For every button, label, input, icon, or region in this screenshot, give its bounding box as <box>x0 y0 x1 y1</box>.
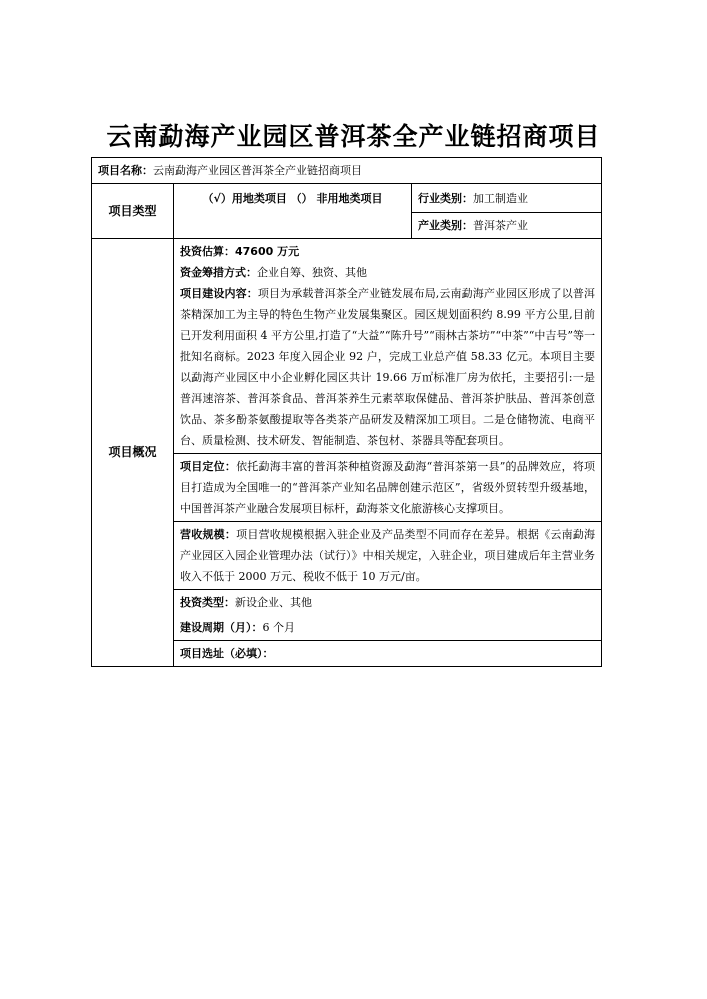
investment-type-cell <box>174 590 602 616</box>
investment-type-value: 新设企业、其他 <box>235 596 312 609</box>
investment-label: 投资估算： <box>180 245 235 258</box>
project-name-label: 项目名称： <box>98 164 153 177</box>
revenue-label: 营收规模： <box>180 528 237 541</box>
sector-category-label: 产业类别： <box>418 219 473 232</box>
industry-category-value: 加工制造业 <box>473 191 528 205</box>
revenue-value: 项目营收规模根据入驻企业及产品类型不同而存在差异。根据《云南勐海产业园区入园企业管理办法（试行）》中相关规定，入驻企业，项目建成后年主营业务收入不低于 2000 万元、税收不低于 10 万元/亩。 <box>180 528 596 583</box>
sector-category-cell <box>412 213 602 239</box>
revenue-cell <box>174 522 602 590</box>
document-title: 云南勐海产业园区普洱茶全产业链招商项目 <box>106 122 601 151</box>
funding-label: 资金筹措方式： <box>180 266 257 279</box>
investment-cell <box>174 239 602 263</box>
construction-content-value: 项目为承载普洱茶全产业链发展布局,云南勐海产业园区形成了以普洱茶精深加工为主导的特色生物产业发展集聚区。园区规划面积约 8.99 平方公里,目前已开发利用面积 4 平方公里,打造了“大益”“陈升号”“雨林古茶坊”“中茶”“中吉号”等一批知名商标。2023 年度入园企业 92 户，完成工业总产值 58.33 亿元。本项目主要以勐海产业园区中小企业孵化园区共计 19.66 万㎡标准厂房为依托，主要招引:一是普洱速溶茶、普洱茶食品、普洱茶养生元素萃取保健品、普洱茶护肤品、普洱茶创意饮品、茶多酚茶氨酸提取等各类茶产品研发及精深加工项目。二是仓储物流、电商平台、质量检测、技术研发、智能制造、茶包材、茶器具等配套项目。 <box>180 287 596 447</box>
positioning-value: 依托勐海丰富的普洱茶种植资源及勐海“普洱茶第一县”的品牌效应，将项目打造成为全国唯一的“普洱茶产业知名品牌创建示范区”，省级外贸转型升级基地，中国普洱茶产业融合发展项目标杆，勐海茶文化旅游核心支撑项目。 <box>180 460 596 515</box>
site-label: 项目选址（必填）： <box>180 647 274 660</box>
site-cell <box>174 641 602 667</box>
investment-value: 47600 万元 <box>235 245 300 258</box>
project-name-value: 云南勐海产业园区普洱茶全产业链招商项目 <box>153 164 362 177</box>
project-type-row <box>92 184 602 213</box>
period-label: 建设周期（月）： <box>180 621 263 634</box>
project-type-label: 项目类型 <box>92 184 174 239</box>
positioning-cell <box>174 454 602 522</box>
investment-row <box>92 239 602 263</box>
sector-category-value: 普洱茶产业 <box>473 219 528 232</box>
construction-content-label: 项目建设内容： <box>180 287 258 300</box>
funding-value: 企业自筹、独资、其他 <box>257 266 367 279</box>
investment-type-label: 投资类型： <box>180 596 235 609</box>
period-cell <box>174 615 602 641</box>
period-value: 6 个月 <box>262 621 295 634</box>
project-name-row <box>92 158 602 184</box>
positioning-label: 项目定位： <box>180 460 237 473</box>
funding-line <box>180 262 595 283</box>
industry-category-cell <box>412 184 602 213</box>
project-name-cell <box>92 158 602 184</box>
industry-category-label: 行业类别： <box>418 191 473 205</box>
construction-content <box>180 283 595 451</box>
project-overview-label: 项目概况 <box>92 239 174 667</box>
project-info-table <box>91 157 602 667</box>
content-cell <box>174 262 602 454</box>
land-type-option: （√）用地类项目 （） 非用地类项目 <box>174 184 412 239</box>
